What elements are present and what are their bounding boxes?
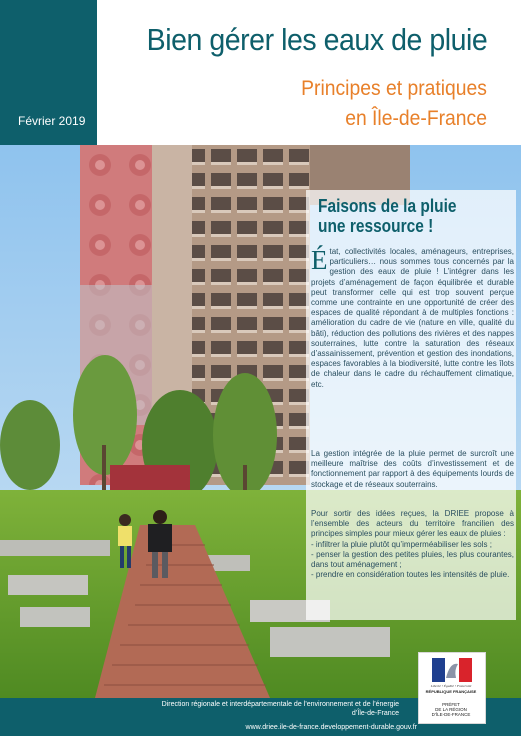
subtitle-line-1: Principes et pratiques	[301, 77, 487, 100]
footer-line-2: d’Île-de-France	[351, 710, 399, 717]
principle-item: - infiltrer la pluie plutôt qu’imperméabiliser les sols ;	[311, 539, 492, 549]
publication-date: Février 2019	[18, 114, 86, 128]
page-subtitle	[301, 74, 487, 134]
footer-line-1: Direction régionale et interdépartementale de l’environnement et de l’énergie	[161, 701, 399, 708]
republic-motto: Liberté • Égalité • Fraternité	[430, 684, 472, 688]
principles-list	[311, 540, 514, 581]
prefect-line-2: DE LA RÉGION	[435, 707, 467, 712]
principle-item: - prendre en considération toutes les intensités de pluie.	[311, 570, 510, 580]
panel-title	[318, 196, 457, 236]
header	[100, 0, 521, 145]
prefect-line-3: D’ÎLE-DE-FRANCE	[431, 712, 471, 717]
footer-url-link[interactable]: www.driee.ile-de-france.developpement-durable.gouv.fr	[245, 724, 417, 731]
prefect-label	[420, 702, 482, 717]
republic-name: RÉPUBLIQUE FRANÇAISE	[425, 689, 477, 694]
drop-cap: É	[311, 245, 328, 275]
panel-title-line-2: une ressource !	[318, 216, 434, 236]
intro-paragraph	[311, 247, 514, 390]
third-paragraph	[311, 509, 514, 580]
second-paragraph: La gestion intégrée de la pluie permet de surcroît une meilleure maîtrise des coûts d’investissement et de fonctionnement par rapport à des équipements lourds de stockage et de réseaux souterrains.	[311, 449, 514, 489]
subtitle-line-2: en Île-de-France	[345, 107, 487, 130]
footer-organization	[69, 700, 399, 718]
intro-paragraph-text: tat, collectivités locales, aménageurs, entreprises, particuliers… nous sommes tous concernés par la gestion des eaux de pluie ! L’intégrer dans les projets d’aménagement de façon équilibrée et durable peut transformer celle qui est trop souvent perçue comme une contrainte en une opportunité de créer des espaces de qualité répondant à de multiples fonctions : amélioration du cadre de vie (nature en ville, qualité du bâti), réduction des pollutions des rivières et des nappes souterraines, lutte contre la saturation des réseaux d’assainissement, prévention et gestion des inondations, espaces favorables à la biodiversité, lutte contre les îlots de chaleur dans le cadre du réchauffement climatique, etc.	[311, 247, 514, 389]
principle-item: - penser la gestion des petites pluies, les plus courantes, dans tout aménagement ;	[311, 549, 514, 570]
page-title: Bien gérer les eaux de pluie	[146, 22, 487, 57]
marianne-flag-icon	[432, 658, 472, 682]
prefect-line-1: PRÉFET	[442, 702, 460, 707]
principles-intro: Pour sortir des idées reçues, la DRIEE propose à l’ensemble des acteurs du territoire francilien des principes simples pour mieux gérer les eaux de pluies :	[311, 509, 514, 539]
panel-title-line-1: Faisons de la pluie	[318, 196, 457, 216]
